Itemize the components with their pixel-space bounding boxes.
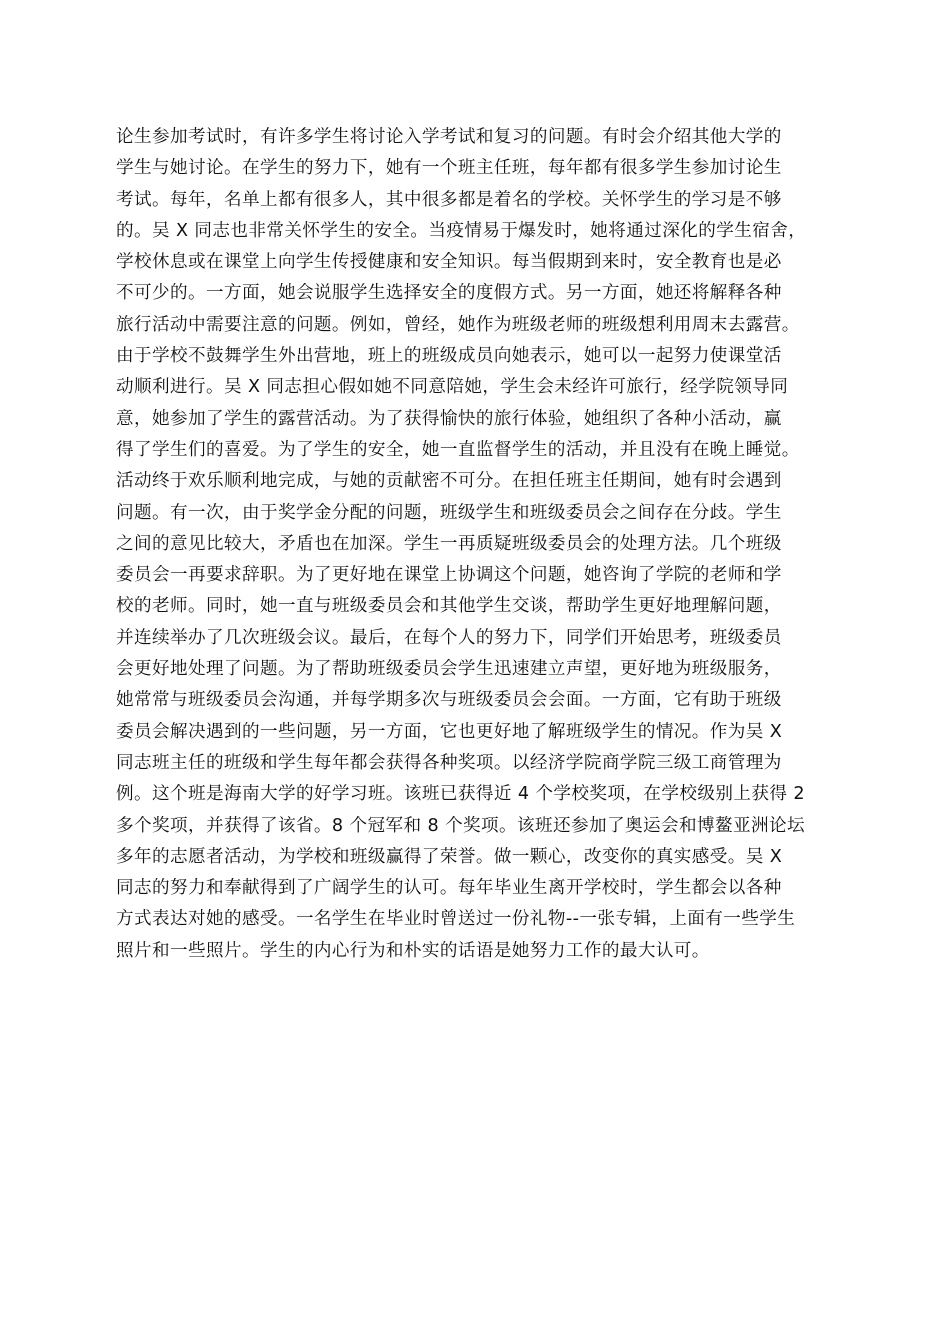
- text-line: 同志班主任的班级和学生每年都会获得各种奖项。以经济学院商学院三级工商管理为: [116, 752, 782, 773]
- text-line: 不可少的。一方面，她会说服学生选择安全的度假方式。另一方面，她还将解释各种: [116, 283, 782, 304]
- text-line: 多个奖项，并获得了该省。8 个冠军和 8 个奖项。该班还参加了奥运会和博鳌亚洲论坛: [116, 815, 805, 836]
- text-line: 同志的努力和奉献得到了广阔学生的认可。每年毕业生离开学校时，学生都会以各种: [116, 878, 782, 899]
- text-line: 由于学校不鼓舞学生外出营地，班上的班级成员向她表示，她可以一起努力使课堂活: [116, 346, 782, 367]
- text-line: 动顺利进行。吴 X 同志担心假如她不同意陪她，学生会未经许可旅行，经学院领导同: [116, 377, 789, 398]
- text-line: 得了学生们的喜爱。为了学生的安全，她一直监督学生的活动，并且没有在晚上睡觉。: [116, 439, 800, 460]
- text-line: 旅行活动中需要注意的问题。例如，曾经，她作为班级老师的班级想利用周末去露营。: [116, 314, 800, 335]
- text-line: 问题。有一次，由于奖学金分配的问题，班级学生和班级委员会之间存在分歧。学生: [116, 502, 782, 523]
- text-line: 意，她参加了学生的露营活动。为了获得愉快的旅行体验，她组织了各种小活动，赢: [116, 408, 782, 429]
- text-line: 学校休息或在课堂上向学生传授健康和安全知识。每当假期到来时，安全教育也是必: [116, 252, 782, 273]
- text-line: 她常常与班级委员会沟通，并每学期多次与班级委员会会面。一方面，它有助于班级: [116, 690, 782, 711]
- text-line: 会更好地处理了问题。为了帮助班级委员会学生迅速建立声望，更好地为班级服务，: [116, 659, 782, 680]
- text-line: 校的老师。同时，她一直与班级委员会和其他学生交谈，帮助学生更好地理解问题，: [116, 596, 782, 617]
- text-line: 例。这个班是海南大学的好学习班。该班已获得近 4 个学校奖项，在学校级别上获得 2: [116, 784, 805, 805]
- text-line: 并连续举办了几次班级会议。最后，在每个人的努力下，同学们开始思考，班级委员: [116, 627, 782, 648]
- text-line: 活动终于欢乐顺利地完成，与她的贡献密不可分。在担任班主任期间，她有时会遇到: [116, 471, 782, 492]
- text-line: 委员会一再要求辞职。为了更好地在课堂上协调这个问题，她咨询了学院的老师和学: [116, 565, 782, 586]
- text-line: 多年的志愿者活动，为学校和班级赢得了荣誉。做一颗心，改变你的真实感受。吴 X: [116, 846, 783, 867]
- text-line: 委员会解决遇到的一些问题，另一方面，它也更好地了解班级学生的情况。作为吴 X: [116, 721, 783, 742]
- text-line: 照片和一些照片。学生的内心行为和朴实的话语是她努力工作的最大认可。: [116, 940, 710, 961]
- text-line: 学生与她讨论。在学生的努力下，她有一个班主任班，每年都有很多学生参加讨论生: [116, 158, 782, 179]
- text-line: 之间的意见比较大，矛盾也在加深。学生一再质疑班级委员会的处理方法。几个班级: [116, 533, 782, 554]
- body-paragraph: [116, 122, 846, 967]
- text-line: 的。吴 X 同志也非常关怀学生的安全。当疫情易于爆发时，她将通过深化的学生宿舍，: [116, 220, 807, 241]
- text-line: 考试。每年，名单上都有很多人，其中很多都是着名的学校。关怀学生的学习是不够: [116, 189, 782, 210]
- text-line: 方式表达对她的感受。一名学生在毕业时曾送过一份礼物--一张专辑，上面有一些学生: [116, 909, 796, 930]
- text-line: 论生参加考试时，有许多学生将讨论入学考试和复习的问题。有时会介绍其他大学的: [116, 127, 782, 147]
